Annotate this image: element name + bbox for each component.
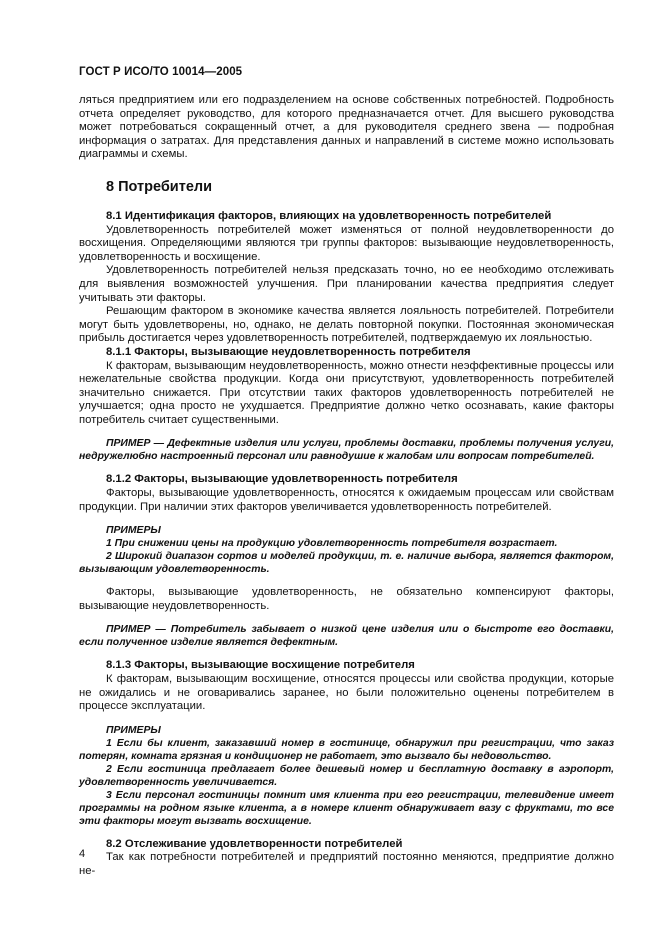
section-8-1-title: 8.1 Идентификация факторов, влияющих на удовлетворенность потребителей [106,209,552,222]
section-8-1-1-paragraph: К факторам, вызывающим неудовлетворенность, можно отнести неэффективные процессы или нежелательные свойства продукции. Когда они присутствуют, удовлетворенность потребителей значительно снижается. При отсутствии таких факторов удовлетворенность потребителей не улучшается; одна просто не ухудшается. Предприятие должно четко осознавать, какие факторы потребитель считает существенными. [79,359,614,426]
section-8-1-3-example-2: 2 Если гостиница предлагает более дешевый номер и бесплатную доставку в аэропорт, удовлетворенность увеличивается. [79,763,614,788]
document-header: ГОСТ Р ИСО/ТО 10014—2005 [79,66,243,78]
section-8-1-paragraph-3: Решающим фактором в экономике качества является лояльность потребителей. Потребители могут быть удовлетворены, но, однако, не делать повторной покупки. Постоянная экономическая прибыль достигается через удовлетворенность потребителей, подтверждаемую их лояльностью. [79,305,614,345]
section-8-2-paragraph: Так как потребности потребителей и предприятий постоянно меняются, предприятие должно не- [79,851,614,877]
section-8-1-1-title: 8.1.1 Факторы, вызывающие неудовлетворенность потребителя [106,345,471,358]
section-8-1-3-paragraph: К факторам, вызывающим восхищение, относятся процессы или свойства продукции, которые не ожидались и не оговаривались заранее, но были положительно оценены потребителем в процессе эксплуатации. [79,673,614,713]
section-8-1-3-example-1: 1 Если бы клиент, заказавший номер в гостинице, обнаружил при регистрации, что заказ потерян, комната грязная и кондиционер не работает, это вызвало бы недовольство. [79,737,614,762]
intro-paragraph: ляться предприятием или его подразделением на основе собственных потребностей. Подробность отчета определяет руководство, для которого предназначается отчет. Для высшего руководства может потребоваться сокращенный отчет, а для руководителя среднего звена — подробная информация о затратах. Для представления данных и направлений в системе можно использовать диаграммы и схемы. [79,94,614,161]
page-content [79,94,614,879]
section-8-1-paragraph-2: Удовлетворенность потребителей нельзя предсказать точно, но ее необходимо отслеживать для выявления возможностей улучшения. При планировании качества предприятия следует учитывать эти факторы. [79,264,614,304]
section-8-1-2-title: 8.1.2 Факторы, вызывающие удовлетворенность потребителя [106,473,458,486]
section-8-1-2-examples-label: ПРИМЕРЫ [106,525,161,537]
section-8-1-3-title: 8.1.3 Факторы, вызывающие восхищение потребителя [106,659,415,672]
section-8-1-paragraph-1: Удовлетворенность потребителей может изменяться от полной неудовлетворенности до восхищения. Определяющими являются три группы факторов: вызывающие неудовлетворенность, удовлетворенность и восхищение. [79,223,614,263]
section-8-1-3-example-3: 3 Если персонал гостиницы помнит имя клиента при его регистрации, телевидение имеет программы на родном языке клиента, а в номере клиент обнаруживает вазу с фруктами, то все эти факторы могут вызвать восхищение. [79,789,614,827]
section-8-1-2-paragraph-2: Факторы, вызывающие удовлетворенность, не обязательно компенсируют факторы, вызывающие неудовлетворенность. [79,586,614,612]
section-8-title: 8 Потребители [106,178,213,195]
section-8-1-1-example: ПРИМЕР — Дефектные изделия или услуги, проблемы доставки, проблемы получения услуги, недружелюбно настроенный персонал или равнодушие к жалобам или вопросам потребителей. [79,438,614,463]
page-number: 4 [79,848,86,860]
section-8-1-2-example-1: 1 При снижении цены на продукцию удовлетворенность потребителя возрастает. [106,538,558,550]
section-8-2-title: 8.2 Отслеживание удовлетворенности потребителей [106,837,403,850]
section-8-1-2-paragraph-1: Факторы, вызывающие удовлетворенность, относятся к ожидаемым процессам или свойствам продукции. При наличии этих факторов увеличивается удовлетворенность потребителей. [79,487,614,513]
section-8-1-2-example-2: 2 Широкий диапазон сортов и моделей продукции, т. е. наличие выбора, является фактором, вызывающим удовлетворенность. [79,551,614,576]
section-8-1-2-example-3: ПРИМЕР — Потребитель забывает о низкой цене изделия или о быстроте его доставки, если полученное изделие является дефектным. [79,624,614,649]
section-8-1-3-examples-label: ПРИМЕРЫ [106,724,161,736]
